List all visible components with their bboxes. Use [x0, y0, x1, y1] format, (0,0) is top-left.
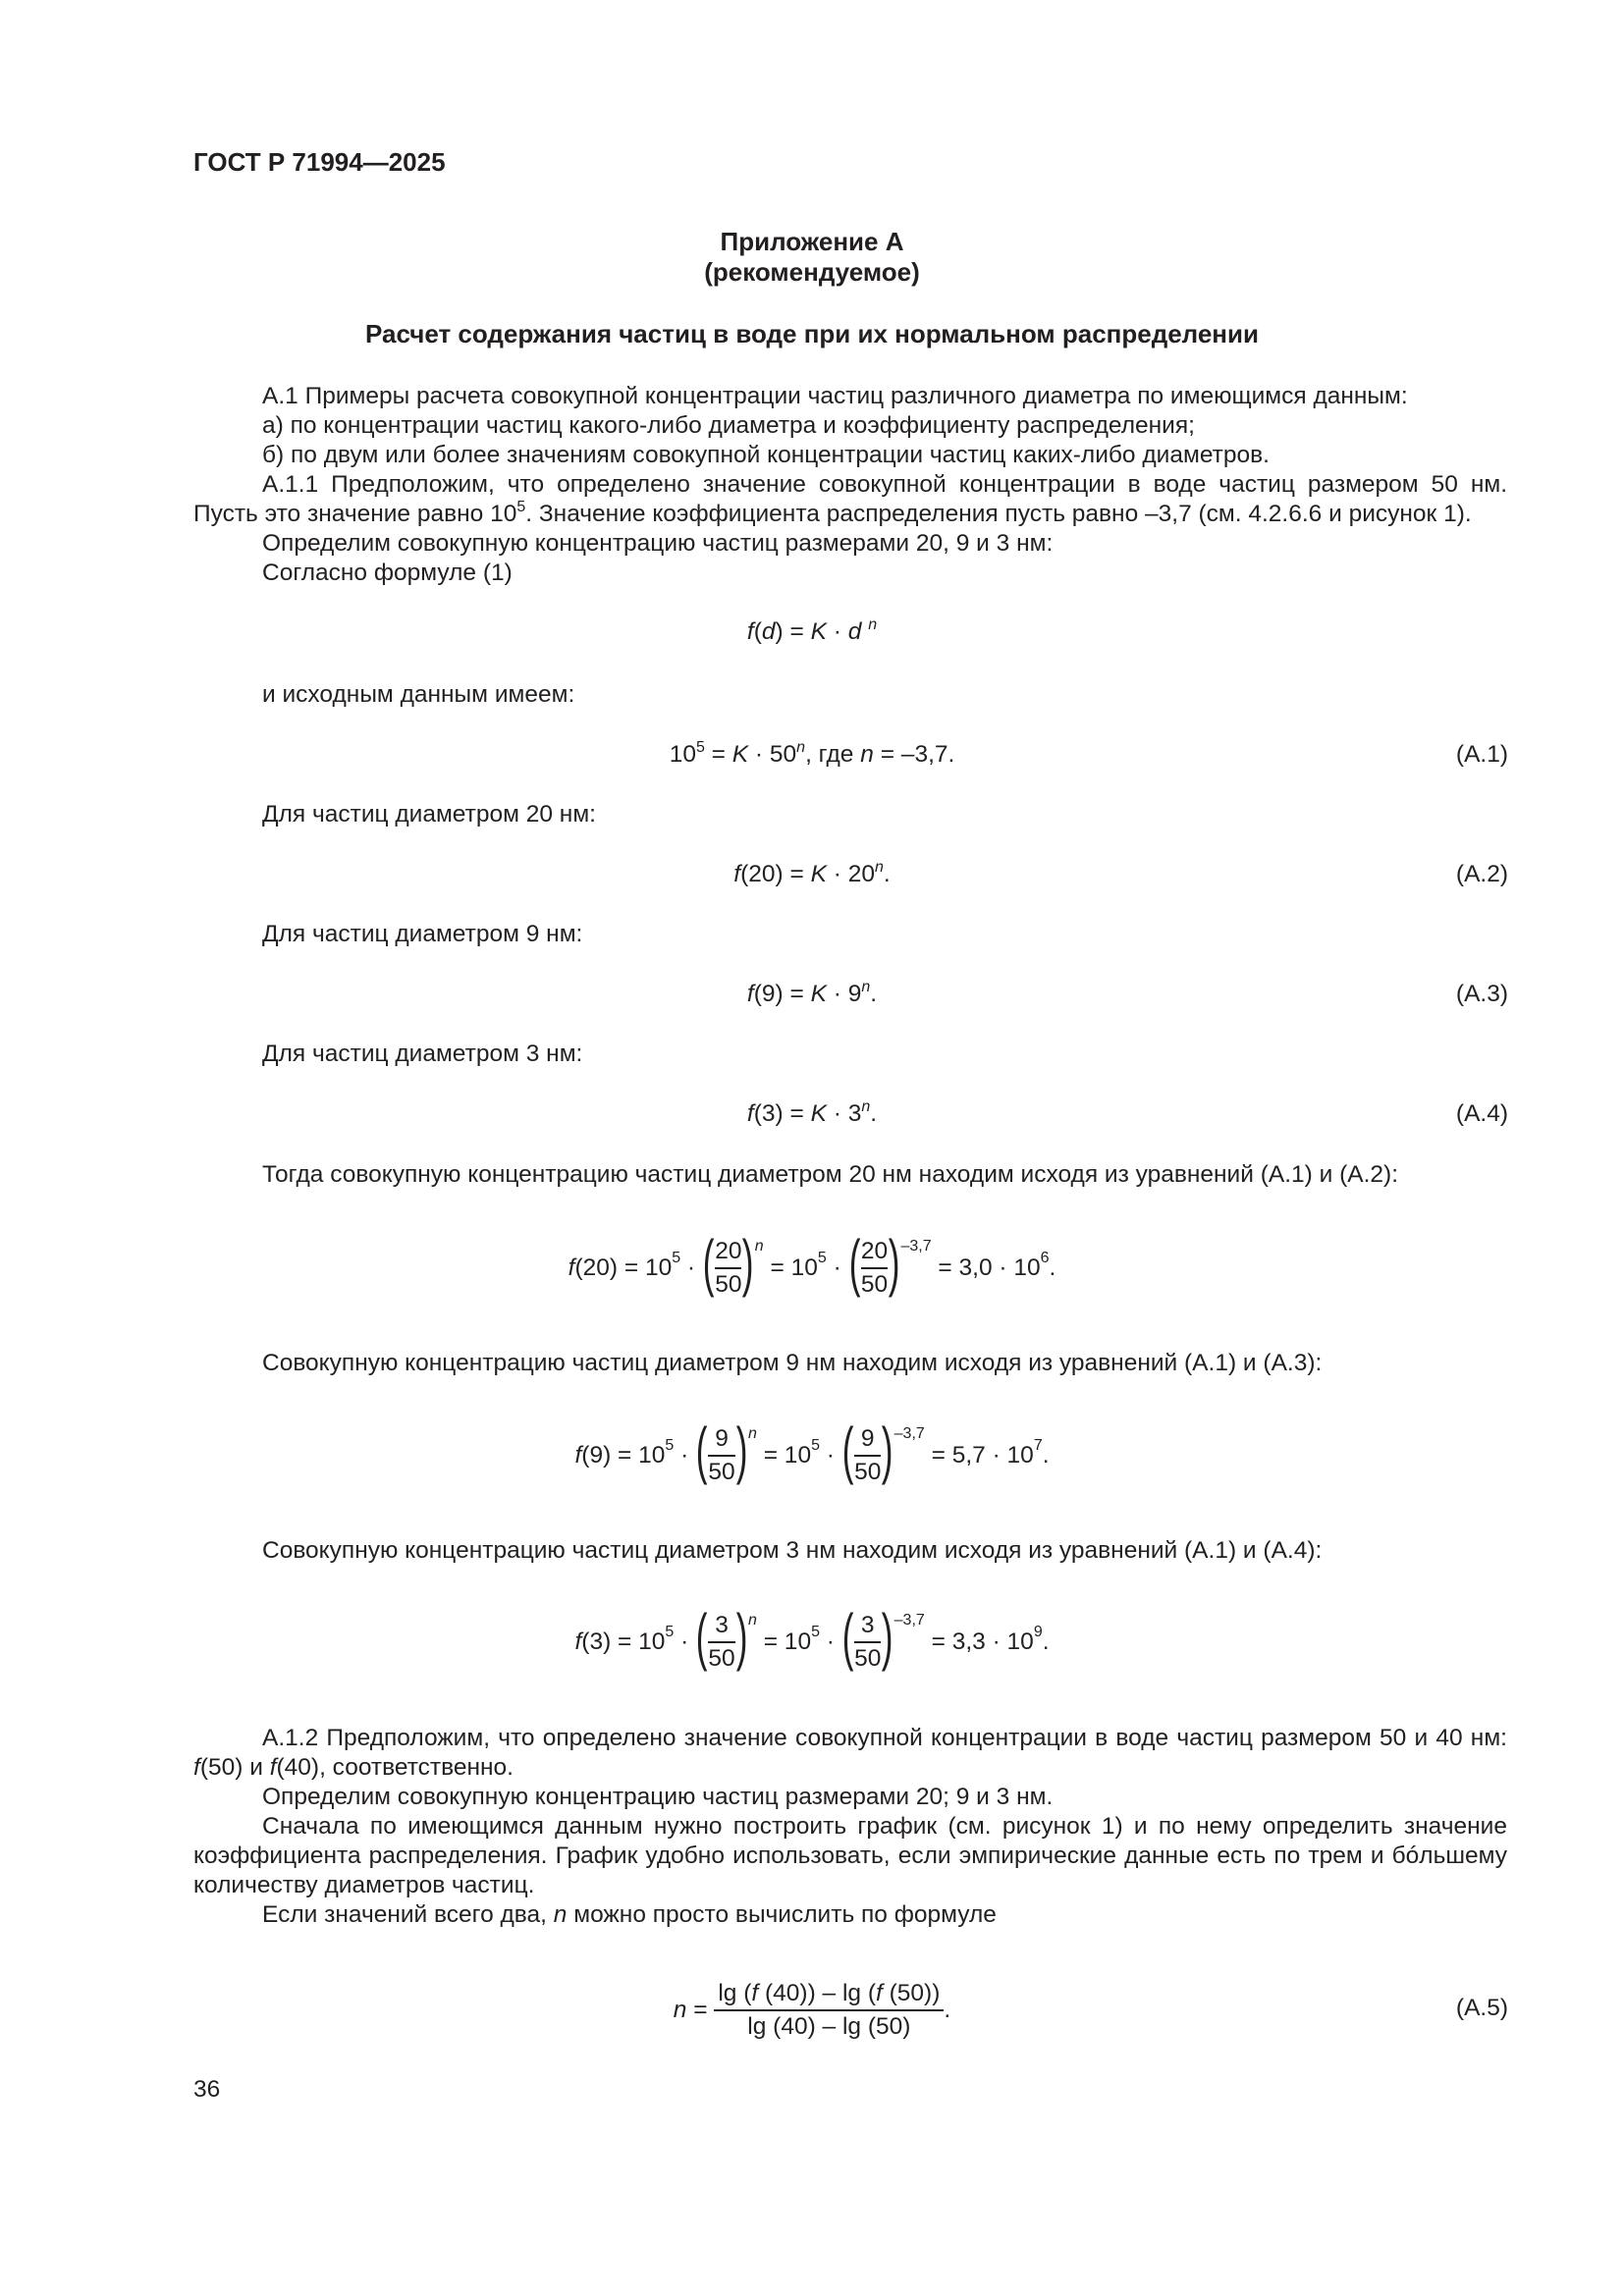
label-d20: Для частиц диаметром 20 нм: — [262, 801, 596, 828]
exp-n: n — [747, 1612, 757, 1629]
end: . — [1042, 1629, 1050, 1655]
paren-right: ) — [882, 1415, 893, 1485]
dot: · — [674, 1629, 696, 1655]
paragraph-a12-line4: Сначала по имеющимся данным нужно построить график (см. рисунок 1) и по нему определить значение коэффициента распределения. График удобно использовать, если эмпирические данные есть по трем и бóльшему количеству диаметров частиц. — [193, 1813, 1507, 1898]
mid: = 10 — [756, 1629, 812, 1655]
document-header: ГОСТ Р 71994—2025 — [193, 147, 446, 177]
appendix-title: Приложение А — [720, 227, 904, 256]
paren-left: ( — [841, 1415, 854, 1485]
result: = 5,7 · 10 — [924, 1442, 1034, 1468]
paragraph-a12-line1: А.1.2 Предположим, что определено значение совокупной концентрации в воде частиц размером 50 и 40 нм: — [262, 1725, 1507, 1751]
list-item-a: а) по концентрации частиц какого-либо диаметра и коэффициенту распределения; — [262, 412, 1195, 439]
end: . — [1049, 1255, 1056, 1281]
dot: · — [674, 1442, 696, 1468]
fraction — [714, 1978, 944, 2043]
numerator: 3 — [854, 1610, 881, 1643]
paren-right: ) — [882, 1601, 893, 1672]
paragraph-a12-line3: Определим совокупную концентрацию частиц размерами 20; 9 и 3 нм. — [262, 1784, 1054, 1810]
calc-20 — [0, 1229, 1624, 1308]
end: . — [944, 1997, 951, 2023]
denominator: 50 — [715, 1271, 742, 1298]
a5-lhs: n = — [673, 1997, 715, 2023]
denominator: 50 — [708, 1645, 735, 1672]
formula-a5 — [0, 1971, 1624, 2050]
paren-left: ( — [702, 1227, 715, 1298]
paragraph-a11-line2 — [193, 500, 1472, 532]
denominator: 50 — [854, 1459, 882, 1485]
calc-9-lhs: f(9) = 10 — [574, 1442, 666, 1468]
formula-a2-number: (А.2) — [1455, 861, 1508, 887]
mid: = 10 — [763, 1255, 818, 1281]
end: . — [1042, 1442, 1050, 1468]
numerator: lg (f (40)) – lg (f (50)) — [714, 1978, 944, 2011]
exp: 5 — [811, 1437, 820, 1454]
exp: 5 — [665, 1624, 675, 1640]
calc-3-lhs: f(3) = 10 — [574, 1629, 666, 1655]
paragraph-a12-line5: Если значений всего два, n можно просто вычислить по формуле — [262, 1901, 997, 1928]
fraction — [854, 1610, 881, 1675]
numerator: 3 — [708, 1610, 734, 1643]
result: = 3,3 · 10 — [924, 1629, 1034, 1655]
paragraph-a11-line3: Определим совокупную концентрацию частиц размерами 20, 9 и 3 нм: — [262, 530, 1054, 557]
formula-a1: $10^5 = K \cdot 50^n$, где n = –3,7. — [669, 739, 955, 768]
exp: 5 — [811, 1624, 820, 1640]
calc-9 — [0, 1416, 1624, 1495]
paren-left: ( — [695, 1415, 708, 1485]
exp-37: –3,7 — [900, 1238, 932, 1255]
paren-right: ) — [888, 1227, 900, 1298]
formula-a3: $f(9) = K \cdot 9^n$. — [746, 979, 878, 1007]
paren-left: ( — [848, 1227, 861, 1298]
fraction — [715, 1236, 741, 1301]
exp: 5 — [672, 1250, 681, 1266]
numerator: 20 — [861, 1236, 888, 1269]
fraction — [861, 1236, 888, 1301]
superscript: 5 — [516, 499, 526, 515]
label-d9: Для частиц диаметром 9 нм: — [262, 921, 583, 947]
formula-a1-number: (А.1) — [1455, 741, 1508, 768]
exp-n: n — [754, 1238, 764, 1255]
denominator: 50 — [860, 1271, 889, 1298]
page-number: 36 — [193, 2076, 221, 2103]
paragraph-then9: Совокупную концентрацию частиц диаметром 9 нм находим исходя из уравнений (А.1) и (А.3): — [262, 1350, 1323, 1376]
paren-left: ( — [841, 1601, 854, 1672]
exp-37: –3,7 — [893, 1612, 925, 1629]
fraction — [708, 1423, 734, 1488]
numerator: 20 — [715, 1236, 741, 1269]
dot: · — [819, 1442, 841, 1468]
fraction — [854, 1423, 881, 1488]
dot: · — [826, 1255, 848, 1281]
exp: 5 — [817, 1250, 827, 1266]
label-d3: Для частиц диаметром 3 нм: — [262, 1041, 583, 1067]
paragraph-a11-line4: Согласно формуле (1) — [262, 560, 513, 586]
paragraph-a11-line1: А.1.1 Предположим, что определено значение совокупной концентрации в воде частиц размером 50 нм. — [262, 471, 1507, 498]
denominator: 50 — [854, 1645, 882, 1672]
paren-right: ) — [735, 1601, 748, 1672]
numerator: 9 — [854, 1423, 881, 1457]
result-exp: 6 — [1040, 1250, 1050, 1266]
paragraph-then3: Совокупную концентрацию частиц диаметром 3 нм находим исходя из уравнений (А.1) и (А.4): — [262, 1537, 1323, 1564]
calc-20-lhs: f(20) = 10 — [568, 1255, 673, 1281]
list-item-b: б) по двум или более значениям совокупной концентрации частиц каких-либо диаметров. — [262, 442, 1270, 468]
fraction — [708, 1610, 734, 1675]
result: = 3,0 · 10 — [931, 1255, 1041, 1281]
mid: = 10 — [756, 1442, 812, 1468]
numerator: 9 — [708, 1423, 734, 1457]
text-part: Пусть это значение равно 10 — [193, 501, 517, 527]
formula-a5-number: (А.5) — [1455, 1995, 1508, 2021]
exp-37: –3,7 — [893, 1425, 925, 1442]
result-exp: 9 — [1033, 1624, 1043, 1640]
paragraph-a11-line5: и исходным данным имеем: — [262, 681, 575, 708]
section-title: Расчет содержания частиц в воде при их нормальном распределении — [365, 319, 1259, 348]
appendix-subtitle: (рекомендуемое) — [704, 257, 920, 287]
formula-a4-number: (А.4) — [1455, 1100, 1508, 1127]
result-exp: 7 — [1033, 1437, 1043, 1454]
denominator: 50 — [708, 1459, 735, 1485]
paren-left: ( — [695, 1601, 708, 1672]
exp-n: n — [747, 1425, 757, 1442]
text-part: . Значение коэффициента распределения пусть равно –3,7 (см. 4.2.6.6 и рисунок 1). — [525, 501, 1472, 527]
paragraph-a1: А.1 Примеры расчета совокупной концентрации частиц различного диаметра по имеющимся данным: — [262, 383, 1408, 409]
denominator: lg (40) – lg (50) — [747, 2013, 911, 2040]
paren-right: ) — [742, 1227, 755, 1298]
formula-1: f(d) = K · d $^n$ — [746, 616, 878, 645]
formula-a3-number: (А.3) — [1455, 981, 1508, 1007]
dot: · — [819, 1629, 841, 1655]
exp: 5 — [665, 1437, 675, 1454]
formula-a2: $f(20) = K \cdot 20^n$. — [733, 859, 891, 887]
paragraph-a12-line2: f(50) и f(40), соответственно. — [193, 1754, 514, 1781]
calc-3 — [0, 1603, 1624, 1682]
dot: · — [680, 1255, 702, 1281]
formula-a4: $f(3) = K \cdot 3^n$. — [746, 1098, 878, 1127]
paren-right: ) — [735, 1415, 748, 1485]
paragraph-then20: Тогда совокупную концентрацию частиц диаметром 20 нм находим исходя из уравнений (А.1) и (А.2): — [262, 1161, 1399, 1188]
